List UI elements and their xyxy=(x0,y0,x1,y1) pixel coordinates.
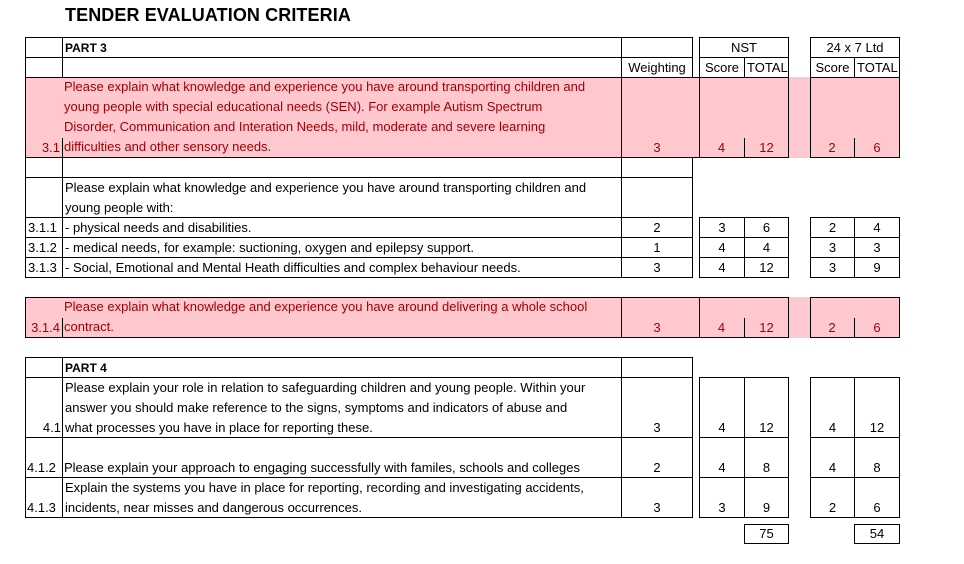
row-3-1-3-weighting: 3 xyxy=(621,257,693,278)
row-3-1-2-nst-score: 4 xyxy=(699,237,745,258)
row-4-1-nst-score: 4 xyxy=(718,420,726,435)
row-4-1-3-nst-score: 3 xyxy=(718,500,726,515)
row-3-1-question xyxy=(62,77,622,158)
row-3-1-1-ltd-score: 2 xyxy=(810,217,855,238)
row-4-1-line: answer you should make reference to the signs, symptoms and indicators of abuse and xyxy=(65,400,568,415)
intro-line: Please explain what knowledge and experience you have around transporting children and xyxy=(65,180,587,195)
row-3-1-line: difficulties and other sensory needs. xyxy=(64,139,272,154)
nst-grand-total: 75 xyxy=(744,524,789,544)
nst-heading: NST xyxy=(699,37,789,58)
weighting-heading: Weighting xyxy=(621,57,693,78)
ltd-score-heading: Score xyxy=(810,57,855,78)
row-3-1-line: Disorder, Communication and Interation Needs, mild, moderate and severe learning xyxy=(64,119,546,134)
row-4-1-2-number: 4.1.2 xyxy=(27,460,56,475)
row-3-1-2-weighting: 1 xyxy=(621,237,693,258)
part3-heading: PART 3 xyxy=(62,37,622,58)
row-3-1-3-nst-score: 4 xyxy=(699,257,745,278)
row-3-1-3-nst-total: 12 xyxy=(744,257,789,278)
row-3-1-line: young people with special educational needs (SEN). For example Autism Spectrum xyxy=(64,99,543,114)
row-3-1-weighting: 3 xyxy=(653,140,661,155)
intro-num xyxy=(25,177,63,218)
row-4-1-3-number: 4.1.3 xyxy=(27,500,56,515)
row-4-1-2-question: Please explain your approach to engaging successfully with familes, schools and colleges xyxy=(64,460,580,475)
row-3-1-1-ltd-total: 4 xyxy=(854,217,900,238)
row-3-1-gap-band xyxy=(789,77,810,158)
row-3-1-4-weighting: 3 xyxy=(653,320,661,335)
row-4-1-3-nst-total: 9 xyxy=(762,500,771,515)
weighting-top-cell xyxy=(621,37,693,58)
row-4-1-question xyxy=(62,377,622,438)
row-3-1-number: 3.1 xyxy=(25,138,63,158)
ltd-heading: 24 x 7 Ltd xyxy=(810,37,900,58)
row-3-1-4-question xyxy=(62,297,622,338)
nst-score-heading: Score xyxy=(699,57,745,78)
row-3-1-4-ltd-score: 2 xyxy=(810,318,855,338)
row-4-1-line: what processes you have in place for reporting these. xyxy=(65,420,373,435)
row-3-1-2-number: 3.1.2 xyxy=(25,237,63,258)
row-3-1-4-ltd-total: 6 xyxy=(873,320,881,335)
row-3-1-4-number: 3.1.4 xyxy=(25,318,63,338)
row-3-1-4-nst-score: 4 xyxy=(699,318,745,338)
part4-num xyxy=(25,357,63,378)
blank-row-num xyxy=(25,157,63,178)
row-3-1-2-ltd-total: 3 xyxy=(854,237,900,258)
row-3-1-nst-total: 12 xyxy=(759,140,774,155)
row-3-1-ltd-total: 6 xyxy=(873,140,881,155)
row-3-1-1-number: 3.1.1 xyxy=(25,217,63,238)
row-4-1-2-nst-score: 4 xyxy=(718,460,726,475)
row-3-1-1-question: - physical needs and disabilities. xyxy=(62,217,622,238)
ltd-grand-total: 54 xyxy=(854,524,900,544)
row-4-1-3-question xyxy=(62,477,622,518)
row-4-1-nst-total: 12 xyxy=(759,420,774,435)
row-3-1-1-nst-score: 3 xyxy=(699,217,745,238)
intro-weighting xyxy=(621,177,693,218)
row-4-1-line: Please explain your role in relation to safeguarding children and young people. Within your xyxy=(65,380,586,395)
row-3-1-3-ltd-total: 9 xyxy=(854,257,900,278)
intro-text xyxy=(62,177,622,218)
row-3-1-line: Please explain what knowledge and experience you have around transporting children and xyxy=(64,79,586,94)
row-3-1-4-gap-band xyxy=(789,297,810,338)
row-4-1-2-ltd-total: 8 xyxy=(873,460,881,475)
header-text-cell-2 xyxy=(62,57,622,78)
part4-heading: PART 4 xyxy=(62,357,622,378)
row-3-1-3-number: 3.1.3 xyxy=(25,257,63,278)
row-4-1-weighting: 3 xyxy=(653,420,661,435)
row-3-1-4-line: Please explain what knowledge and experience you have around delivering a whole school xyxy=(64,299,588,314)
row-3-1-3-ltd-score: 3 xyxy=(810,257,855,278)
intro-line: young people with: xyxy=(65,200,174,215)
row-3-1-3-question: - Social, Emotional and Mental Heath difficulties and complex behaviour needs. xyxy=(62,257,622,278)
row-4-1-3-ltd-total: 6 xyxy=(873,500,881,515)
row-3-1-2-question: - medical needs, for example: suctioning, oxygen and epilepsy support. xyxy=(62,237,622,258)
row-4-1-3-line: incidents, near misses and dangerous occurrences. xyxy=(65,500,362,515)
row-3-1-1-weighting: 2 xyxy=(621,217,693,238)
nst-total-heading: TOTAL xyxy=(744,57,789,78)
row-4-1-2-ltd-score: 4 xyxy=(828,460,837,475)
row-4-1-number: 4.1 xyxy=(42,420,61,435)
row-3-1-2-nst-total: 4 xyxy=(744,237,789,258)
row-4-1-3-weighting: 3 xyxy=(653,500,661,515)
header-num-cell-2 xyxy=(25,57,63,78)
part4-weighting xyxy=(621,357,693,378)
row-3-1-4-line: contract. xyxy=(64,319,114,334)
blank-row-text xyxy=(62,157,622,178)
row-3-1-4-nst-total: 12 xyxy=(759,320,774,335)
row-3-1-nst-score: 4 xyxy=(699,138,745,158)
page-title: TENDER EVALUATION CRITERIA xyxy=(65,5,351,25)
header-num-cell xyxy=(25,37,63,58)
row-4-1-ltd-score: 4 xyxy=(828,420,837,435)
row-4-1-2-weighting: 2 xyxy=(653,460,661,475)
row-3-1-ltd-score: 2 xyxy=(810,138,855,158)
ltd-total-heading: TOTAL xyxy=(854,57,900,78)
row-4-1-ltd-total: 12 xyxy=(869,420,885,435)
row-4-1-2-nst-total: 8 xyxy=(762,460,771,475)
row-4-1-3-line: Explain the systems you have in place for reporting, recording and investigating accidents, xyxy=(65,480,584,495)
blank-row-weighting xyxy=(621,157,693,178)
row-4-1-3-ltd-score: 2 xyxy=(828,500,837,515)
row-3-1-2-ltd-score: 3 xyxy=(810,237,855,258)
row-3-1-1-nst-total: 6 xyxy=(744,217,789,238)
